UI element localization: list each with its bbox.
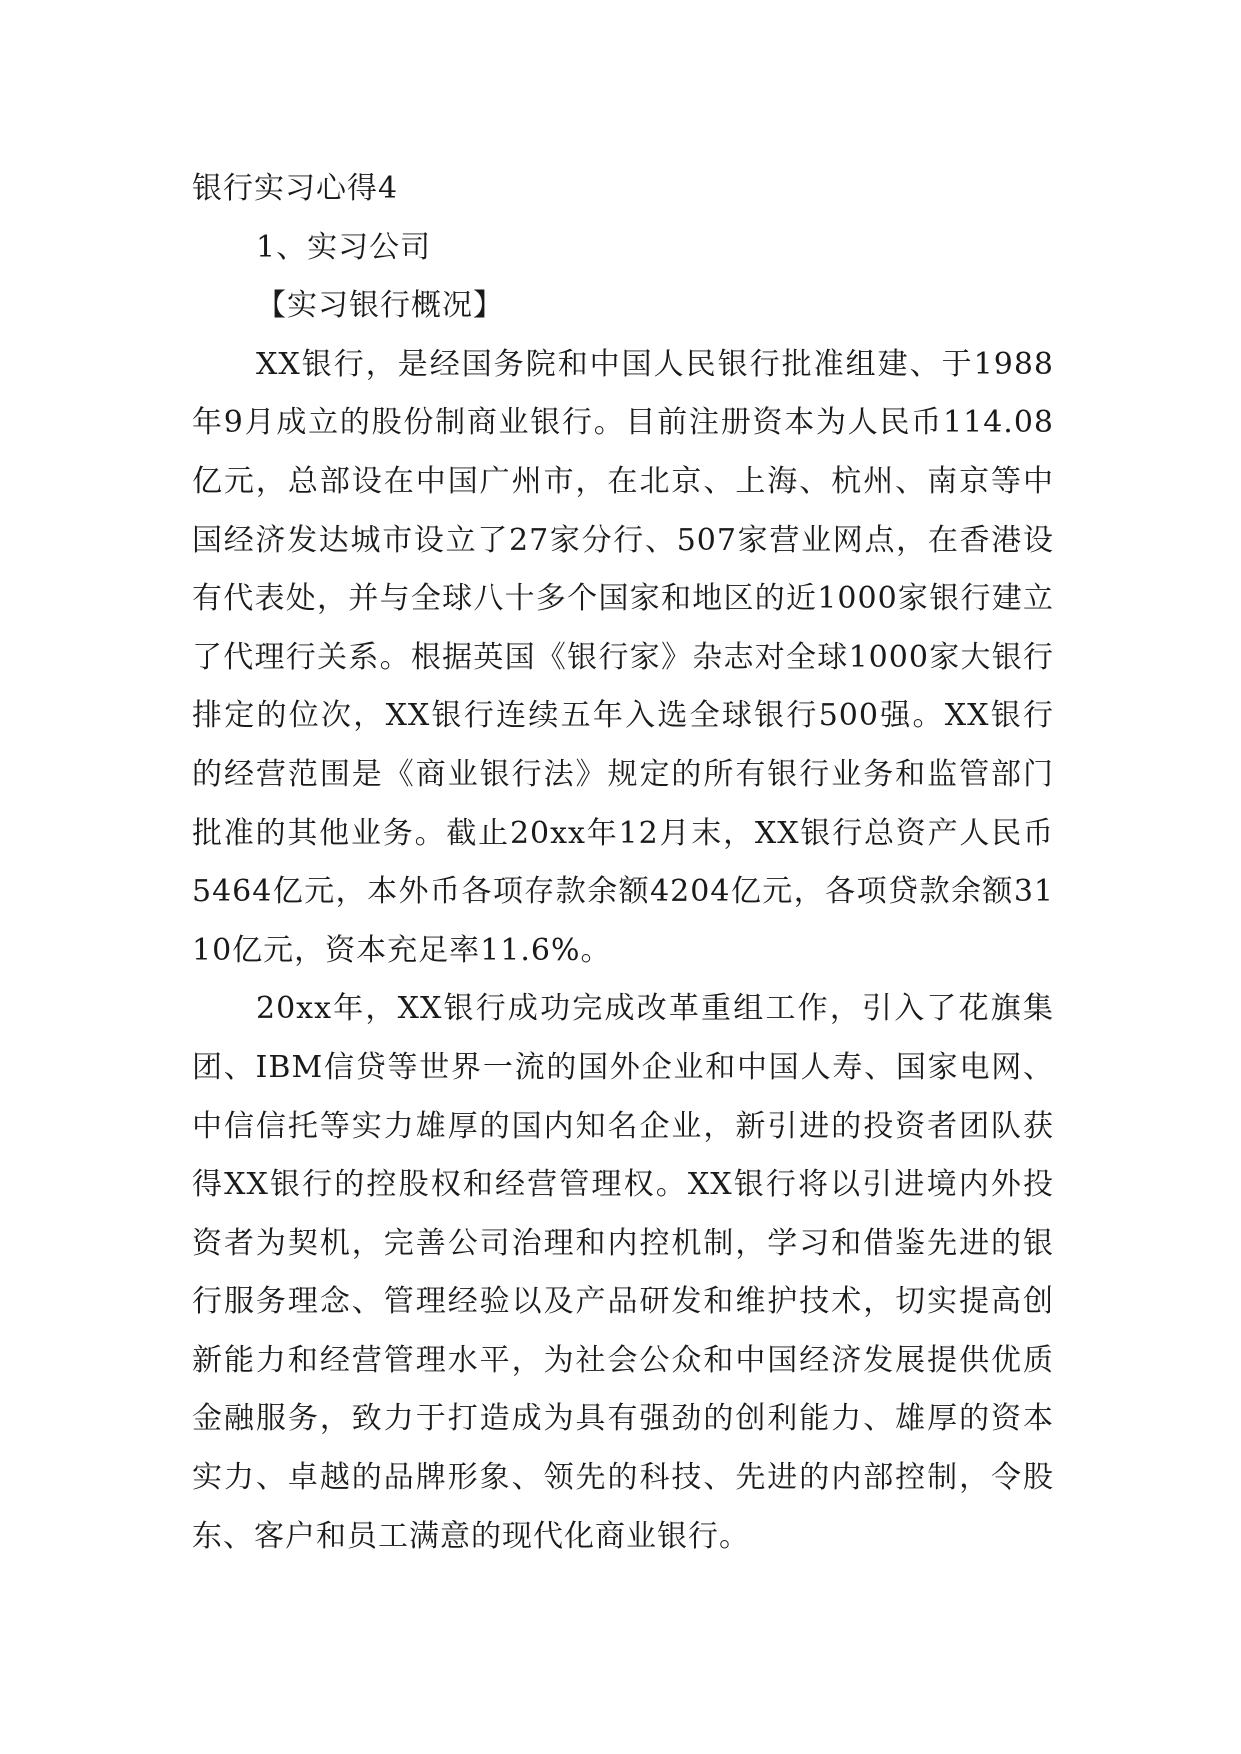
paragraph-bank-overview: XX银行，是经国务院和中国人民银行批准组建、于1988年9月成立的股份制商业银行。目前注册资本为人民币114.08亿元，总部设在中国广州市，在北京、上海、杭州、南京等中国经济发达城市设立了27家分行、507家营业网点，在香港设有代表处，并与全球八十多个国家和地区的近1000家银行建立了代理行关系。根据英国《银行家》杂志对全球1000家大银行排定的位次，XX银行连续五年入选全球银行500强。XX银行的经营范围是《商业银行法》规定的所有银行业务和监管部门批准的其他业务。截止20xx年12月末，XX银行总资产人民币5464亿元，本外币各项存款余额4204亿元，各项贷款余额3110亿元，资本充足率11.6%。 bbox=[192, 346, 1054, 968]
paragraph-bank-reform: 20xx年，XX银行成功完成改革重组工作，引入了花旗集团、IBM信贷等世界一流的国外企业和中国人寿、国家电网、中信信托等实力雄厚的国内知名企业，新引进的投资者团队获得XX银行的控股权和经营管理权。XX银行将以引进境内外投资者为契机，完善公司治理和内控机制，学习和借鉴先进的银行服务理念、管理经验以及产品研发和维护技术，切实提高创新能力和经营管理水平，为社会公众和中国经济发展提供优质金融服务，致力于打造成为具有强劲的创利能力、雄厚的资本实力、卓越的品牌形象、领先的科技、先进的内部控制，令股东、客户和员工满意的现代化商业银行。 bbox=[192, 991, 1054, 1554]
section-heading: 1、实习公司 bbox=[256, 229, 432, 265]
subsection-heading: 【实习银行概况】 bbox=[256, 288, 504, 324]
document-body bbox=[192, 160, 1054, 1566]
document-title: 银行实习心得4 bbox=[192, 171, 399, 206]
